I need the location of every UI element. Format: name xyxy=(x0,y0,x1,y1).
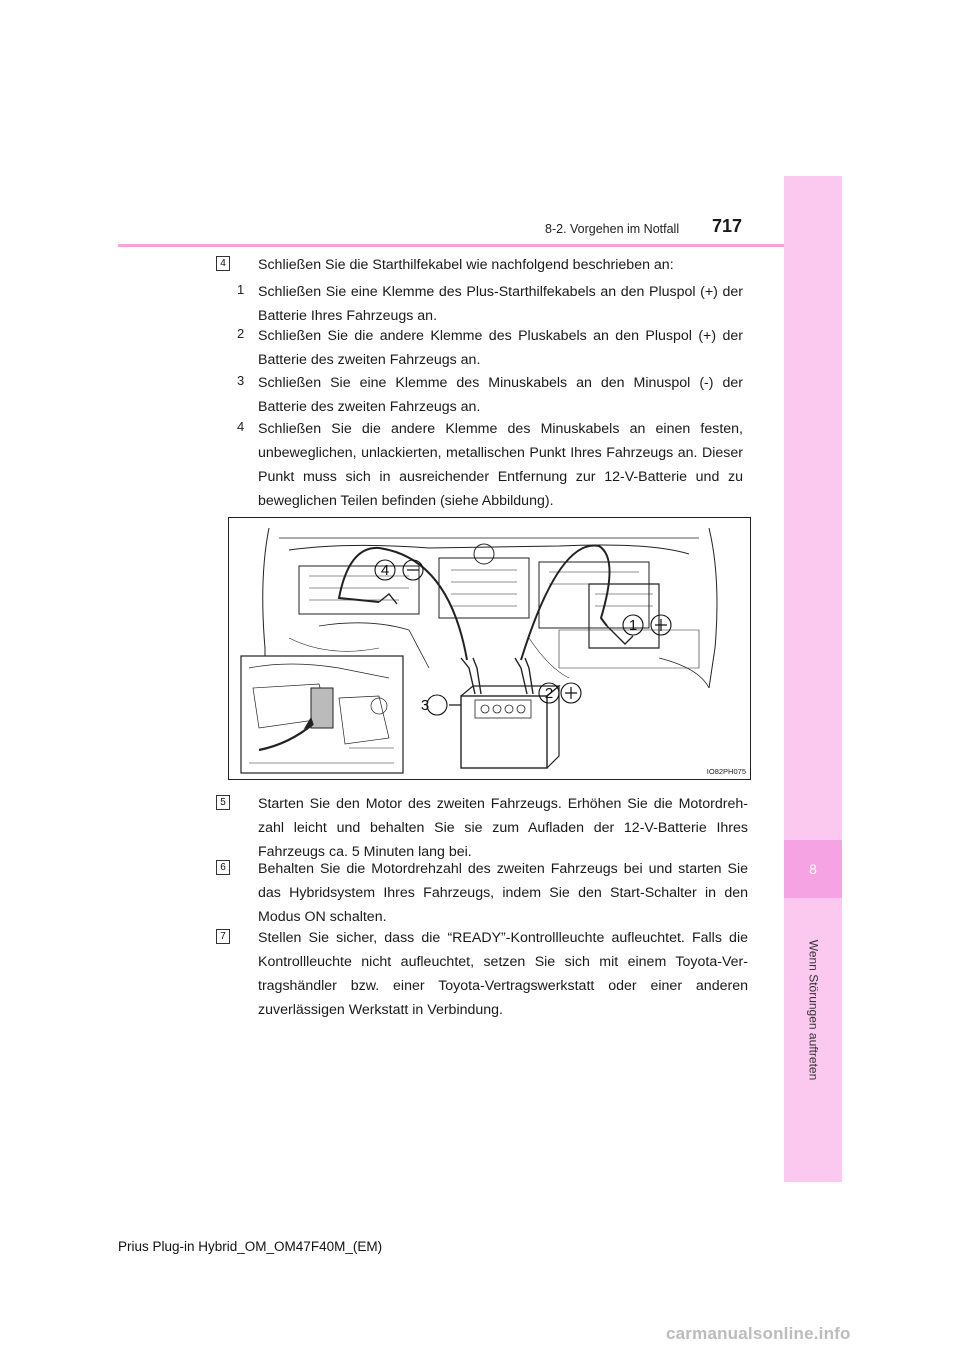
step-text: Schließen Sie die Starthilfekabel wie nachfolgend beschrieben an: xyxy=(258,257,674,273)
chapter-number: 8 xyxy=(809,861,817,877)
substep-number: 2 xyxy=(237,326,245,341)
callout-1: 1 xyxy=(628,617,638,634)
callout-3: 3 xyxy=(420,697,430,714)
step-text: Stellen Sie sicher, dass die “READY”-Kontrollleuchte aufleuchtet. Falls die Kontrollleuchte nicht aufleuchtet, setzen Sie sich mit einem Toyota-Vertragshändler bzw. einer Toyota-Vertragswerkstatt oder einer anderen zuverlässigen Werkstatt in Verbindung. xyxy=(258,930,748,1018)
step-text: Starten Sie den Motor des zweiten Fahrzeugs. Erhöhen Sie die Motordrehzahl leicht und behalten Sie sie zum Aufladen der 12-V-Batterie Ihres Fahrzeugs ca. 5 Minuten lang bei. xyxy=(258,796,748,860)
callout-4: 4 xyxy=(380,562,390,579)
page-number: 717 xyxy=(712,216,743,236)
step-number-badge: 6 xyxy=(216,860,230,875)
substep-number: 4 xyxy=(237,419,245,434)
substep-text: Schließen Sie eine Klemme des Minuskabels an den Minuspol (-) der Batterie des zweiten Fahrzeugs an. xyxy=(258,375,743,415)
callout-2: 2 xyxy=(544,685,554,702)
step-number-badge: 5 xyxy=(216,795,230,810)
figure-code: IO82PH075 xyxy=(706,767,746,776)
engine-bay-drawing xyxy=(229,518,750,779)
substep-text: Schließen Sie die andere Klemme des Minuskabels an einen festen, unbeweglichen, unlackierten, metallischen Punkt Ihres Fahrzeugs an. Dieser Punkt muss sich in ausreichender Entfernung zur 12-V-Batterie und zu beweglichen Teilen befinden (siehe Abbildung). xyxy=(258,421,743,509)
section-title: 8-2. Vorgehen im Notfall xyxy=(545,222,680,236)
substep-text: Schließen Sie eine Klemme des Plus-Starthilfekabels an den Pluspol (+) der Batterie Ihres Fahrzeugs an. xyxy=(258,284,743,324)
step-text: Behalten Sie die Motordrehzahl des zweiten Fahrzeugs bei und starten Sie das Hybridsystem Ihres Fahrzeugs, indem Sie den Start-Schalter in den Modus ON schalten. xyxy=(258,861,748,925)
chapter-number-box xyxy=(784,840,842,898)
step-number-badge: 7 xyxy=(216,929,230,944)
chapter-label-wrap xyxy=(784,910,842,1110)
substep-number: 3 xyxy=(237,373,245,388)
substep-number: 1 xyxy=(237,282,245,297)
substep-text: Schließen Sie die andere Klemme des Pluskabels an den Pluspol (+) der Batterie des zweiten Fahrzeugs an. xyxy=(258,328,743,368)
header-rule xyxy=(118,244,784,247)
manual-footer: Prius Plug-in Hybrid_OM_OM47F40M_(EM) xyxy=(118,1239,383,1254)
watermark: carmanualsonline.info xyxy=(666,1324,851,1343)
step-number-badge: 4 xyxy=(216,256,230,271)
jump-start-illustration xyxy=(228,517,751,780)
chapter-label: Wenn Störungen auftreten xyxy=(806,939,821,1081)
